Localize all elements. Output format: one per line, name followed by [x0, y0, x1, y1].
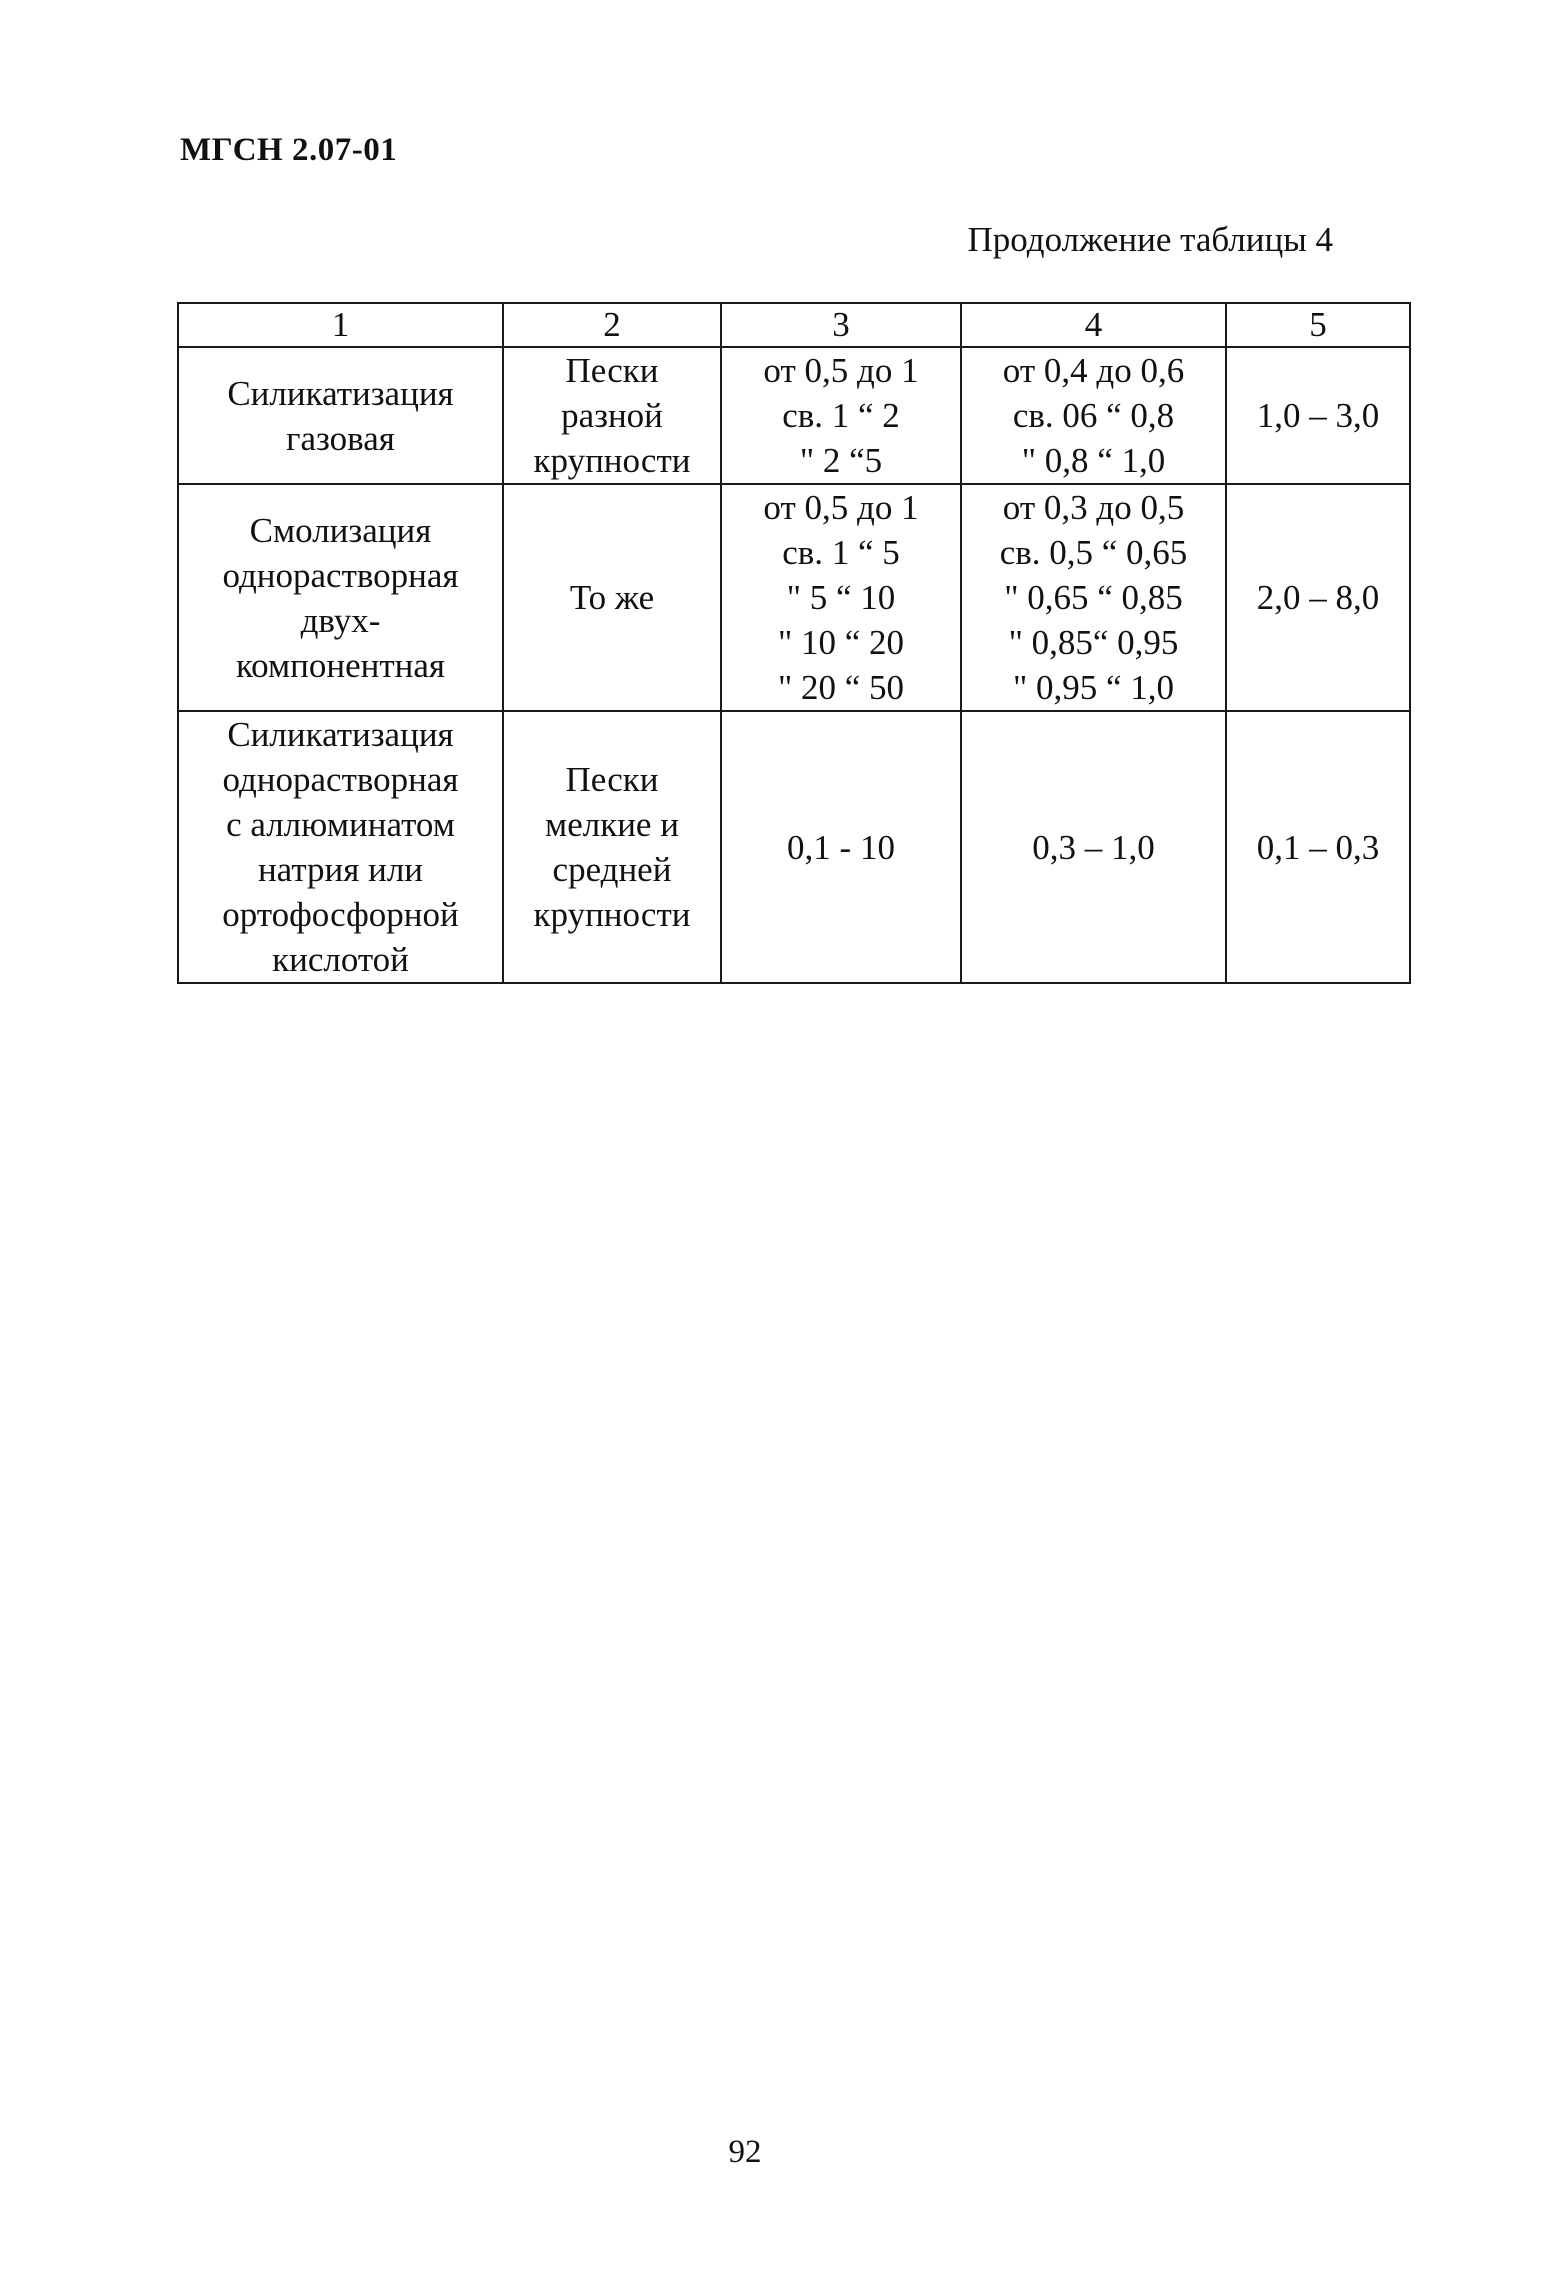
cell-line: ортофосфорной [222, 895, 459, 934]
table-caption: Продолжение таблицы 4 [967, 220, 1333, 259]
column-header-4: 4 [961, 303, 1226, 347]
cell-line: натрия или [257, 850, 424, 889]
cell-line: Силикатизация [227, 373, 454, 413]
cell-line: св. 06 “ 0,8 [1012, 396, 1175, 435]
cell-line: от 0,4 до 0,6 [1002, 351, 1185, 390]
cell-line: " 5 “ 10 [786, 578, 896, 617]
cell-line: крупности [533, 441, 691, 480]
data-table [177, 302, 1411, 984]
cell-line: однорастворная [222, 760, 459, 799]
cell-line: св. 0,5 “ 0,65 [999, 533, 1188, 572]
soil-cell [503, 484, 721, 711]
cell-line: от 0,5 до 1 [763, 351, 919, 390]
cell-line: 2,0 – 8,0 [1256, 578, 1380, 617]
cell-line: " 0,65 “ 0,85 [1004, 578, 1183, 617]
method-cell [178, 711, 503, 983]
col5-cell [1226, 347, 1410, 484]
column-header-1: 1 [178, 303, 503, 347]
cell-line: " 20 “ 50 [777, 668, 905, 707]
cell-line: от 0,5 до 1 [763, 488, 919, 527]
table-row [178, 711, 1410, 983]
cell-line: св. 1 “ 5 [782, 533, 900, 572]
col4-cell [961, 347, 1226, 484]
table-row [178, 484, 1410, 711]
cell-line: двух- [300, 600, 381, 640]
table-header-row [178, 303, 1410, 347]
cell-line: " 0,85“ 0,95 [1008, 623, 1179, 662]
cell-line: Силикатизация [227, 715, 454, 754]
cell-line: " 2 “5 [799, 441, 883, 480]
column-header-5: 5 [1226, 303, 1410, 347]
cell-line: 1,0 – 3,0 [1256, 396, 1380, 435]
cell-line: крупности [533, 895, 691, 934]
col4-cell [961, 711, 1226, 983]
method-cell [178, 347, 503, 484]
col4-cell [961, 484, 1226, 711]
cell-line: Смолизация [249, 510, 432, 550]
cell-line: Пески [565, 351, 659, 390]
page-number: 92 [728, 2134, 762, 2170]
col3-cell [721, 347, 961, 484]
cell-line: газовая [286, 418, 395, 458]
cell-line: 0,1 – 0,3 [1256, 827, 1380, 867]
cell-line: То же [569, 578, 655, 617]
col3-cell [721, 484, 961, 711]
cell-line: средней [552, 850, 672, 889]
column-header-2: 2 [503, 303, 721, 347]
cell-line: кислотой [272, 940, 409, 979]
cell-line: с аллюминатом [226, 805, 455, 844]
table-row [178, 347, 1410, 484]
document-code: МГСН 2.07-01 [180, 132, 398, 168]
method-cell [178, 484, 503, 711]
cell-line: " 0,95 “ 1,0 [1012, 668, 1175, 707]
cell-line: 0,3 – 1,0 [1032, 827, 1155, 867]
cell-line: от 0,3 до 0,5 [1002, 488, 1185, 527]
cell-line: св. 1 “ 2 [782, 396, 900, 435]
column-header-3: 3 [721, 303, 961, 347]
col5-cell [1226, 484, 1410, 711]
cell-line: " 10 “ 20 [777, 623, 905, 662]
cell-line: " 0,8 “ 1,0 [1021, 441, 1166, 480]
cell-line: однорастворная [222, 555, 459, 595]
cell-line: разной [561, 396, 663, 435]
cell-line: компонентная [235, 645, 446, 685]
soil-cell [503, 347, 721, 484]
col5-cell [1226, 711, 1410, 983]
col3-cell [721, 711, 961, 983]
cell-line: мелкие и [545, 805, 679, 844]
cell-line: Пески [565, 760, 659, 799]
cell-line: 0,1 - 10 [787, 827, 895, 867]
soil-cell [503, 711, 721, 983]
